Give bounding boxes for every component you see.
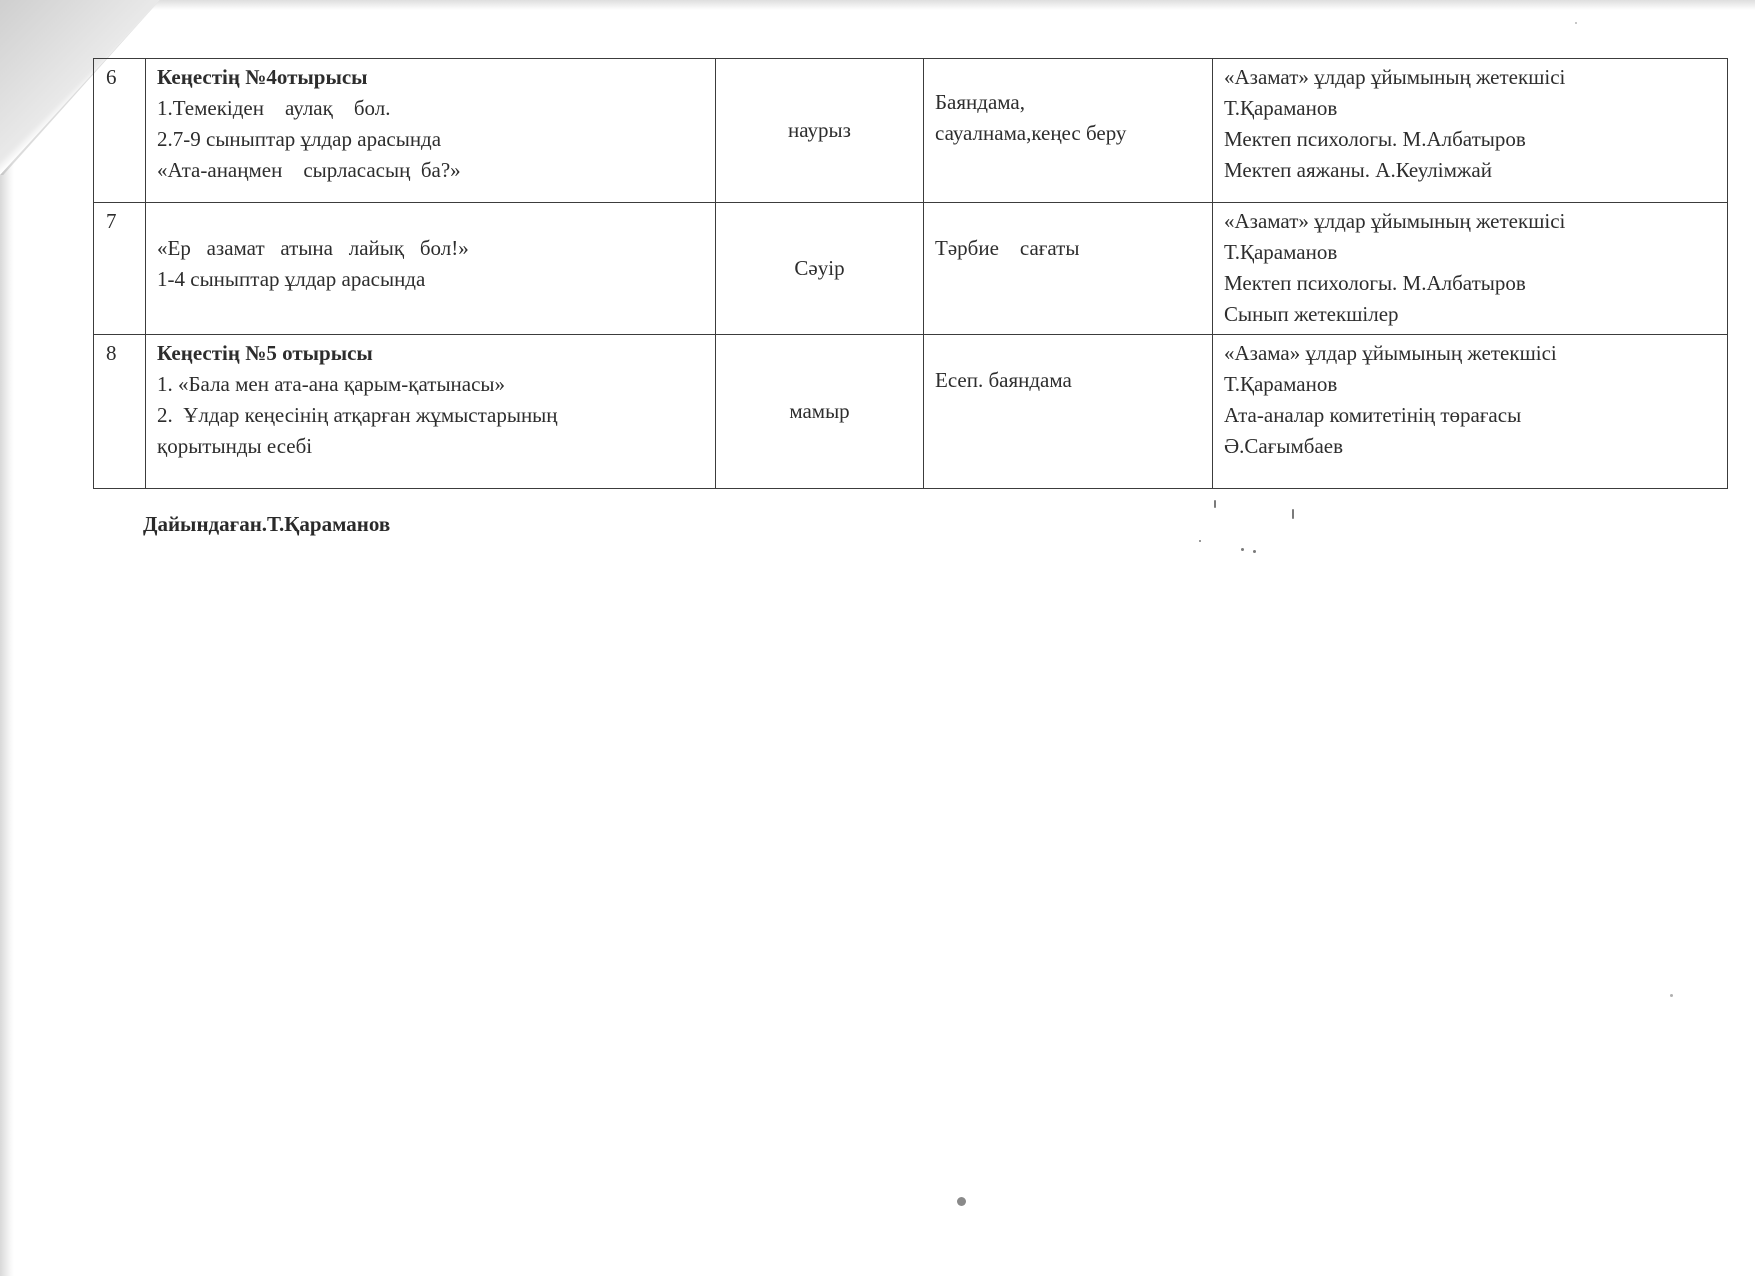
scan-edge-top bbox=[0, 0, 1755, 10]
responsible-cell bbox=[1213, 59, 1728, 203]
table-row bbox=[94, 335, 1728, 489]
responsible-line: «Азамат» ұлдар ұйымының жетекшісі bbox=[1224, 209, 1566, 233]
form-line: сауалнама,кеңес беру bbox=[935, 121, 1127, 145]
table-row bbox=[94, 203, 1728, 335]
form-line: Тәрбие сағаты bbox=[935, 236, 1080, 260]
event-title: Кеңестің №4отырысы bbox=[157, 65, 368, 89]
activity-plan-table bbox=[93, 58, 1728, 489]
row-number: 8 bbox=[94, 335, 146, 489]
event-line: 2.7-9 сыныптар ұлдар арасында bbox=[157, 127, 442, 151]
event-cell bbox=[146, 203, 716, 335]
responsible-line: Ә.Сағымбаев bbox=[1224, 434, 1343, 458]
event-line: 1.Темекіден аулақ бол. bbox=[157, 96, 391, 120]
event-line: «Ер азамат атына лайық бол!» bbox=[157, 236, 469, 260]
responsible-line: Т.Қараманов bbox=[1224, 372, 1338, 396]
event-line: 1-4 сыныптар ұлдар арасында bbox=[157, 267, 426, 291]
row-number: 7 bbox=[94, 203, 146, 335]
responsible-line: Мектеп аяжаны. А.Кеулімжай bbox=[1224, 158, 1492, 182]
event-line: «Ата-анаңмен сырласасың ба?» bbox=[157, 158, 461, 182]
scan-speck bbox=[1241, 548, 1244, 551]
event-line: 2. Ұлдар кеңесінің атқарған жұмыстарының bbox=[157, 403, 558, 427]
scan-speck bbox=[1670, 994, 1673, 997]
responsible-line: Ата-аналар комитетінің төрағасы bbox=[1224, 403, 1522, 427]
event-line: қорытынды есебі bbox=[157, 434, 313, 458]
month-cell: наурыз bbox=[716, 59, 924, 203]
responsible-line: «Азамат» ұлдар ұйымының жетекшісі bbox=[1224, 65, 1566, 89]
responsible-cell bbox=[1213, 335, 1728, 489]
scan-speck bbox=[1199, 540, 1201, 542]
prepared-by-signature: Дайындаған.Т.Қараманов bbox=[143, 512, 391, 536]
month-cell: мамыр bbox=[716, 335, 924, 489]
scan-speck bbox=[957, 1197, 966, 1206]
event-title: Кеңестің №5 отырысы bbox=[157, 341, 373, 365]
responsible-line: Мектеп психологы. М.Албатыров bbox=[1224, 271, 1526, 295]
scan-speck bbox=[1214, 500, 1216, 508]
table-row bbox=[94, 59, 1728, 203]
form-line: Есеп. баяндама bbox=[935, 368, 1072, 392]
form-line: Баяндама, bbox=[935, 90, 1025, 114]
responsible-line: «Азама» ұлдар ұйымының жетекшісі bbox=[1224, 341, 1557, 365]
responsible-line: Т.Қараманов bbox=[1224, 96, 1338, 120]
form-cell bbox=[924, 335, 1213, 489]
event-cell bbox=[146, 335, 716, 489]
scan-speck bbox=[1292, 509, 1294, 519]
event-line: 1. «Бала мен ата-ана қарым-қатынасы» bbox=[157, 372, 506, 396]
responsible-line: Мектеп психологы. М.Албатыров bbox=[1224, 127, 1526, 151]
row-number: 6 bbox=[94, 59, 146, 203]
responsible-cell bbox=[1213, 203, 1728, 335]
form-cell bbox=[924, 59, 1213, 203]
form-cell bbox=[924, 203, 1213, 335]
month-cell: Сәуір bbox=[716, 203, 924, 335]
scan-speck bbox=[1575, 22, 1577, 24]
scan-edge-left bbox=[0, 0, 14, 1276]
responsible-line: Сынып жетекшілер bbox=[1224, 302, 1399, 326]
responsible-line: Т.Қараманов bbox=[1224, 240, 1338, 264]
event-cell bbox=[146, 59, 716, 203]
scan-speck bbox=[1253, 550, 1256, 553]
